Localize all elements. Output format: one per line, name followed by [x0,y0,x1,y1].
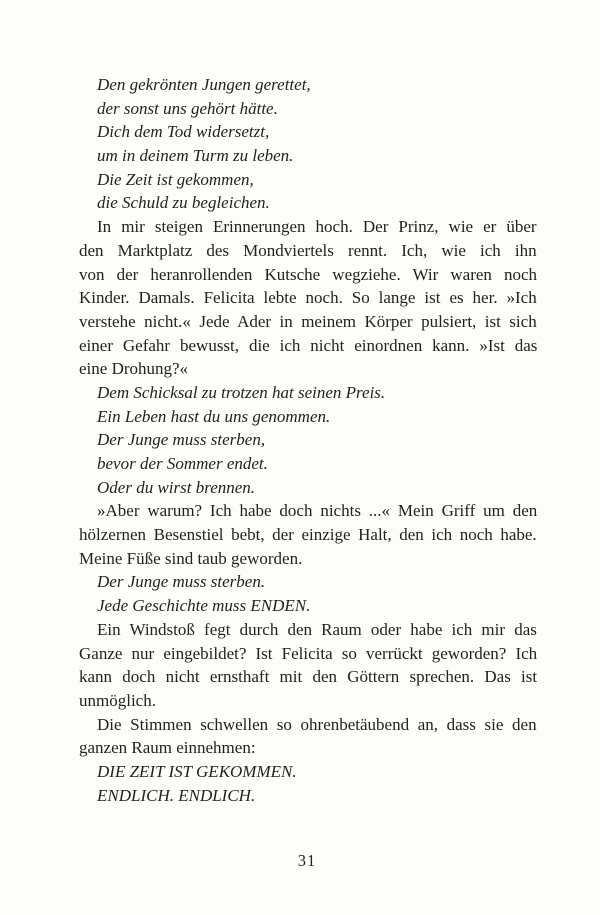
text-line: Dem Schicksal zu trotzen hat seinen Preis. [97,382,386,402]
text-line: Kinder. Damals. Felicita lebte noch. So lange ist es her. »Ich [79,288,537,308]
text-line: Der Junge muss sterben. [97,572,266,592]
text-line: kann doch nicht ernsthaft mit den Göttern sprechen. Das ist [79,667,538,687]
text-line: der sonst uns gehört hätte. [97,98,278,118]
verse-block [79,570,537,617]
text-line: In mir steigen Erinnerungen hoch. Der Prinz, wie er über [97,217,537,237]
text-line: ganzen Raum einnehmen: [79,738,256,758]
prose-paragraph [79,499,537,570]
verse-block [79,73,537,215]
text-line: von der heranrollenden Kutsche wegziehe. Wir waren noch [79,264,538,284]
prose-paragraph [79,713,537,760]
text-line: ENDLICH. ENDLICH. [97,785,256,805]
prose-paragraph [79,215,537,381]
text-line: um in deinem Turm zu leben. [97,146,294,166]
text-line: Die Stimmen schwellen so ohrenbetäubend an, dass sie den [97,714,537,734]
text-line: DIE ZEIT IST GEKOMMEN. [97,761,297,781]
text-line: unmöglich. [79,690,156,710]
text-line: »Aber warum? Ich habe doch nichts ...« Mein Griff um den [97,501,538,521]
text-line: einer Gefahr bewusst, die ich nicht einordnen kann. »Ist das [79,335,538,355]
text-line: Den gekrönten Jungen gerettet, [97,75,311,94]
text-line: Dich dem Tod widersetzt, [97,122,270,142]
text-line: bevor der Sommer endet. [97,454,268,473]
text-line: eine Drohung?« [79,359,189,379]
text-line: Der Junge muss sterben, [97,430,266,450]
text-line: Ganze nur eingebildet? Ist Felicita so verrückt geworden? Ich [79,643,538,663]
text-line: den Marktplatz des Mondviertels rennt. Ich, wie ich ihn [79,240,537,260]
text-line: Ein Windstoß fegt durch den Raum oder habe ich mir das [97,619,537,639]
text-line: die Schuld zu begleichen. [97,193,270,213]
text-line: Ein Leben hast du uns genommen. [97,406,331,426]
text-column [79,73,537,807]
verse-block [79,381,537,499]
page-number: 31 [297,851,317,870]
text-line: Meine Füße sind taub geworden. [79,548,303,568]
prose-paragraph [79,618,537,713]
text-line: Oder du wirst brennen. [97,477,256,497]
verse-block [79,760,537,807]
text-line: Jede Geschichte muss ENDEN. [97,596,311,616]
text-line: verstehe nicht.« Jede Ader in meinem Körper pulsiert, ist sich [79,311,537,331]
text-line: hölzernen Besenstiel bebt, der einzige Halt, den ich noch habe. [79,525,537,545]
text-line: Die Zeit ist gekommen, [97,169,254,189]
